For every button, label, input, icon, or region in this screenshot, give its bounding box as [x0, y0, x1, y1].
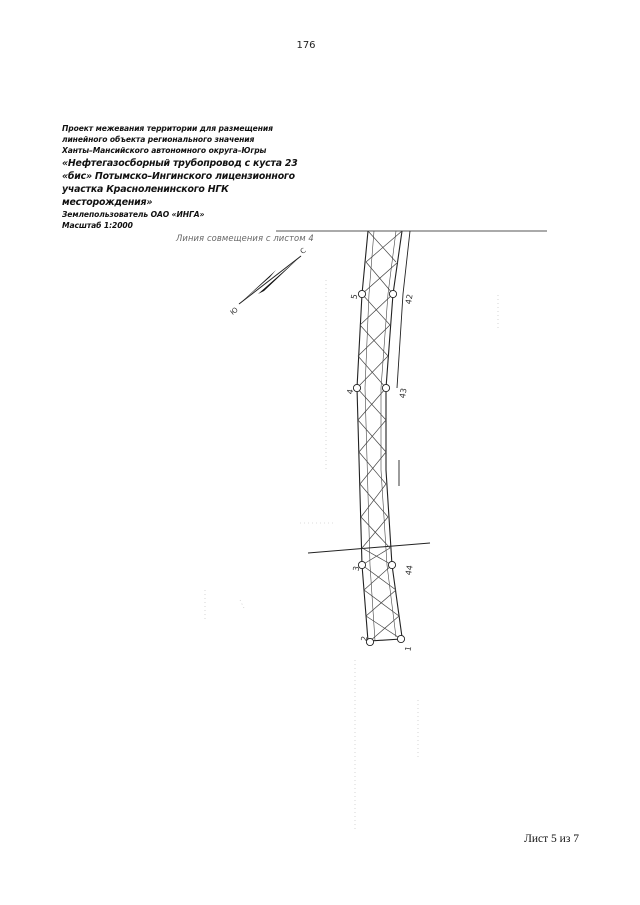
title-line-2: линейного объекта регионального значения [62, 135, 255, 145]
point-label-1: 1 [403, 645, 414, 652]
corridor-left-inner [365, 231, 375, 641]
sheet-label: Лист 5 из 7 [524, 833, 579, 845]
scan-artifacts [205, 280, 498, 830]
boundary-point-1 [397, 635, 404, 642]
north-arrow-label-south: Ю [228, 305, 240, 317]
title-line-5: «бис» Потымско–Ингинского лицензионного [62, 170, 295, 182]
point-label-2: 2 [359, 635, 370, 642]
title-line-4: «Нефтегазосборный трубопровод с куста 23 [62, 157, 298, 169]
point-label-3: 3 [351, 565, 362, 572]
match-line-label: Линия совмещения с листом 4 [176, 233, 314, 243]
boundary-points [353, 290, 404, 645]
point-label-44: 44 [404, 564, 415, 576]
point-label-5: 5 [349, 293, 360, 300]
scale-line: Масштаб 1:2000 [62, 220, 133, 230]
title-line-7: месторождения» [62, 196, 153, 208]
point-label-43: 43 [398, 387, 409, 399]
page-number: 176 [296, 40, 316, 51]
boundary-point-5 [358, 290, 365, 297]
north-arrow-label-north: С [298, 246, 308, 256]
land-user-line: Землепользователь ОАО «ИНГА» [62, 209, 205, 219]
boundary-point-42 [389, 290, 396, 297]
boundary-point-44 [388, 561, 395, 568]
title-line-1: Проект межевания территории для размещения [62, 124, 273, 133]
north-arrow [229, 246, 308, 316]
cross-line [308, 543, 430, 553]
title-line-6: участка Красноленинского НГК [62, 183, 229, 195]
point-label-4: 4 [345, 388, 356, 395]
point-label-42: 42 [404, 293, 415, 305]
boundary-point-43 [382, 384, 389, 391]
title-line-3: Ханты–Мансийского автономного округа–Югры [62, 146, 267, 156]
